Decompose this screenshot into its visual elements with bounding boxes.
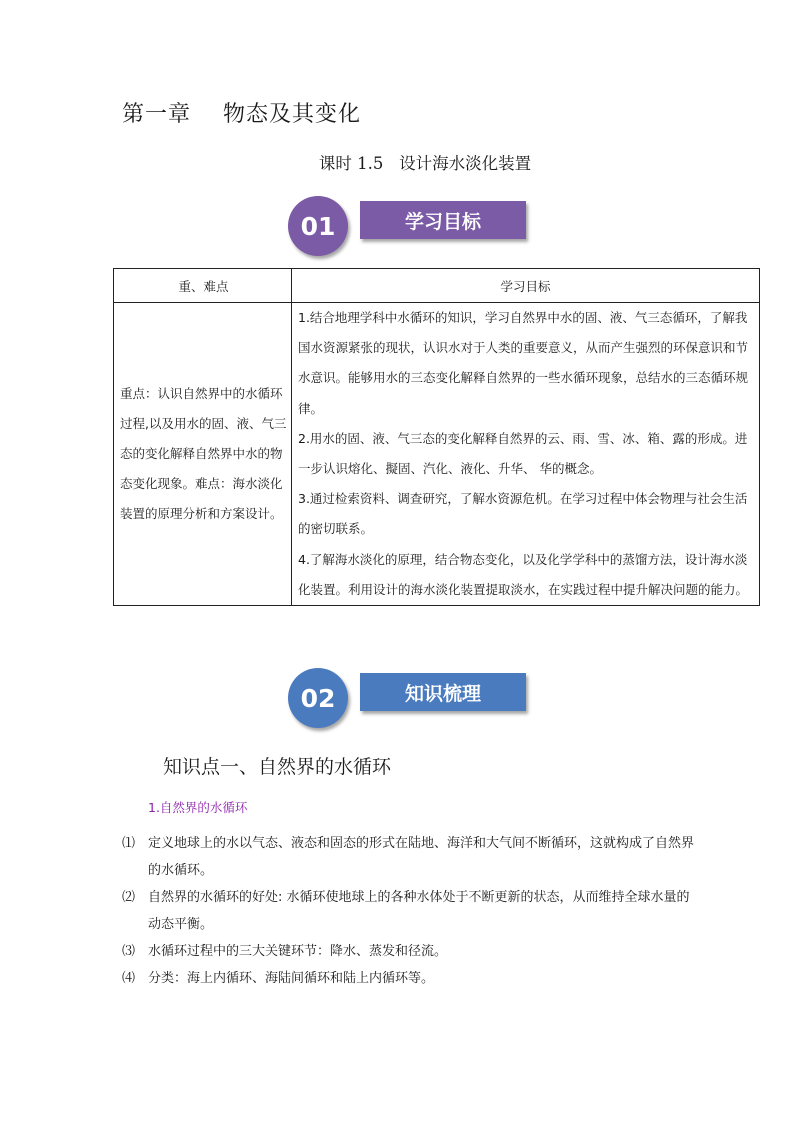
section-number-badge: 01 — [288, 196, 348, 256]
section-banner: 学习目标 — [360, 201, 526, 239]
knowledge-point-title: 知识点一、自然界的水循环 — [163, 756, 392, 778]
list-item — [122, 884, 697, 938]
table-header-row — [114, 269, 760, 303]
knowledge-subtitle: 1.自然界的水循环 — [148, 800, 248, 815]
list-item-number: ⑷ — [122, 971, 136, 986]
header-goals: 学习目标 — [292, 269, 760, 303]
list-item-text: 自然界的水循环的好处: 水循环使地球上的各种水体处于不断更新的状态，从而维持全球水量的动态平衡。 — [148, 890, 690, 932]
section-header-objectives — [288, 196, 538, 258]
list-item-number: ⑵ — [122, 890, 136, 905]
objectives-table — [113, 268, 760, 606]
list-item-text: 定义地球上的水以气态、液态和固态的形式在陆地、海洋和大气间不断循环，这就构成了自然界的水循环。 — [148, 836, 695, 878]
section-header-knowledge — [288, 668, 538, 730]
list-item-number: ⑶ — [122, 944, 136, 959]
list-item-text: 水循环过程中的三大关键环节：降水、蒸发和径流。 — [148, 944, 448, 959]
section-number-badge: 02 — [288, 668, 348, 728]
goal-item-4: 4.了解海水淡化的原理，结合物态变化，以及化学学科中的蒸馏方法，设计海水淡化装置。利用设计的海水淡化装置提取淡水，在实践过程中提升解决问题的能力。 — [298, 551, 749, 597]
list-item-text: 分类：海上内循环、海陆间循环和陆上内循环等。 — [148, 971, 435, 986]
header-key-points: 重、难点 — [114, 269, 292, 303]
list-item — [122, 830, 697, 884]
list-item — [122, 965, 697, 992]
goals-cell — [292, 303, 760, 606]
table-row — [114, 303, 760, 606]
chapter-title: 第一章 物态及其变化 — [122, 102, 361, 127]
key-points-cell: 重点：认识自然界中的水循环过程,以及用水的固、液、气三态的变化解释自然界中水的物态变化现象。难点：海水淡化装置的原理分析和方案设计。 — [114, 303, 292, 606]
goal-item-1: 1.结合地理学科中水循环的知识，学习自然界中水的固、液、气三态循环，了解我国水资源紧张的现状，认识水对于人类的重要意义，从而产生强烈的环保意识和节水意识。能够用水的三态变化解释自然界的一些水循环现象，总结水的三态循环规律。 — [298, 310, 749, 416]
goal-item-2: 2.用水的固、液、气三态的变化解释自然界的云、雨、雪、冰、箱、露的形成。进一步认识熔化、擬固、汽化、液化、升华、 华的概念。 — [298, 430, 748, 477]
lesson-title: 课时 1.5 设计海水淡化装置 — [318, 154, 532, 173]
list-item-number: ⑴ — [122, 836, 136, 851]
knowledge-list — [122, 830, 697, 992]
goal-item-3: 3.通过检索资料、调查研究，了解水资源危机。在学习过程中体会物理与社会生活的密切联系。 — [298, 491, 748, 537]
list-item — [122, 938, 697, 965]
section-banner: 知识梳理 — [360, 673, 526, 711]
